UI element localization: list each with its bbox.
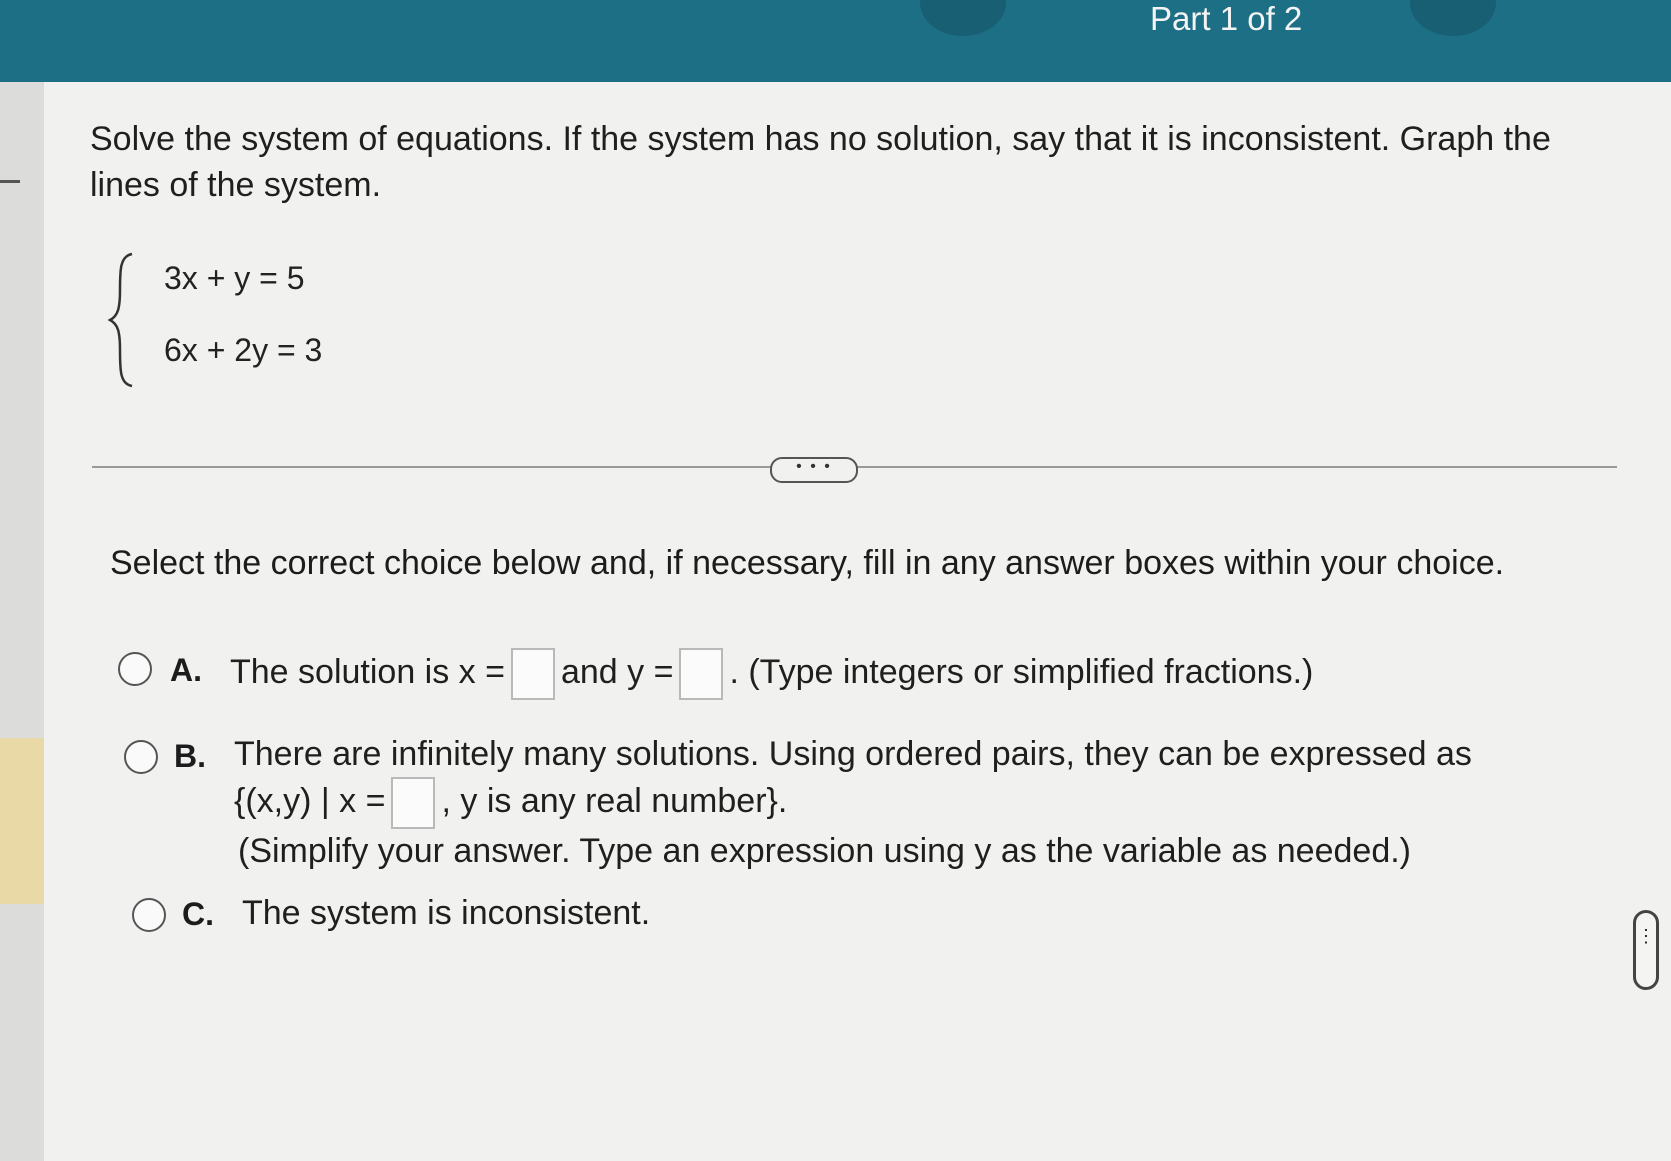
choice-a-y-input[interactable] [679,648,723,700]
choice-b-x-input[interactable] [391,777,435,829]
choice-b-radio[interactable] [124,740,158,774]
question-prompt: Solve the system of equations. If the system has no solution, say that it is inconsistent. Graph the lines of the system. [90,120,1551,204]
vertical-ellipsis-icon: ⋮ [1637,926,1655,946]
choice-b-line-1: There are infinitely many solutions. Using ordered pairs, they can be expressed as [234,735,1472,773]
instruction-text: Select the correct choice below and, if necessary, fill in any answer boxes within your choice. [110,544,1505,582]
choice-b-set-close: , y is any real number}. [441,781,788,820]
gutter-dash [0,180,20,183]
left-brace-icon [108,250,138,390]
question-panel [44,82,1671,1161]
choice-a-x-input[interactable] [511,648,555,700]
part-indicator: Part 1 of 2 [1150,0,1303,37]
side-options-button[interactable] [1633,910,1659,990]
equation-1: 3x + y = 5 [164,260,305,296]
equation-2: 6x + 2y = 3 [164,332,323,368]
choice-c-radio[interactable] [132,898,166,932]
choice-a-text-2: and y = [560,652,674,691]
top-bar [0,0,1671,82]
next-part-button[interactable] [1410,0,1496,36]
choice-a-text [230,648,1313,700]
choice-a-letter: A. [170,652,202,688]
choice-b-letter: B. [174,738,206,774]
previous-part-button[interactable] [920,0,1006,36]
left-gutter [0,82,44,1161]
choice-b-set [234,777,787,829]
choice-a-radio[interactable] [118,652,152,686]
choice-a-text-3: . (Type integers or simplified fractions.) [729,652,1314,691]
choice-b-set-open: {(x,y) | x = [234,781,386,820]
choice-c-text: The system is inconsistent. [242,894,651,932]
expand-more-button[interactable] [770,457,858,483]
choice-a-text-1: The solution is x = [230,652,505,691]
ellipsis-icon: • • • [796,458,832,475]
choice-c-letter: C. [182,896,214,932]
choice-b-line-3: (Simplify your answer. Type an expression using y as the variable as needed.) [238,832,1411,870]
